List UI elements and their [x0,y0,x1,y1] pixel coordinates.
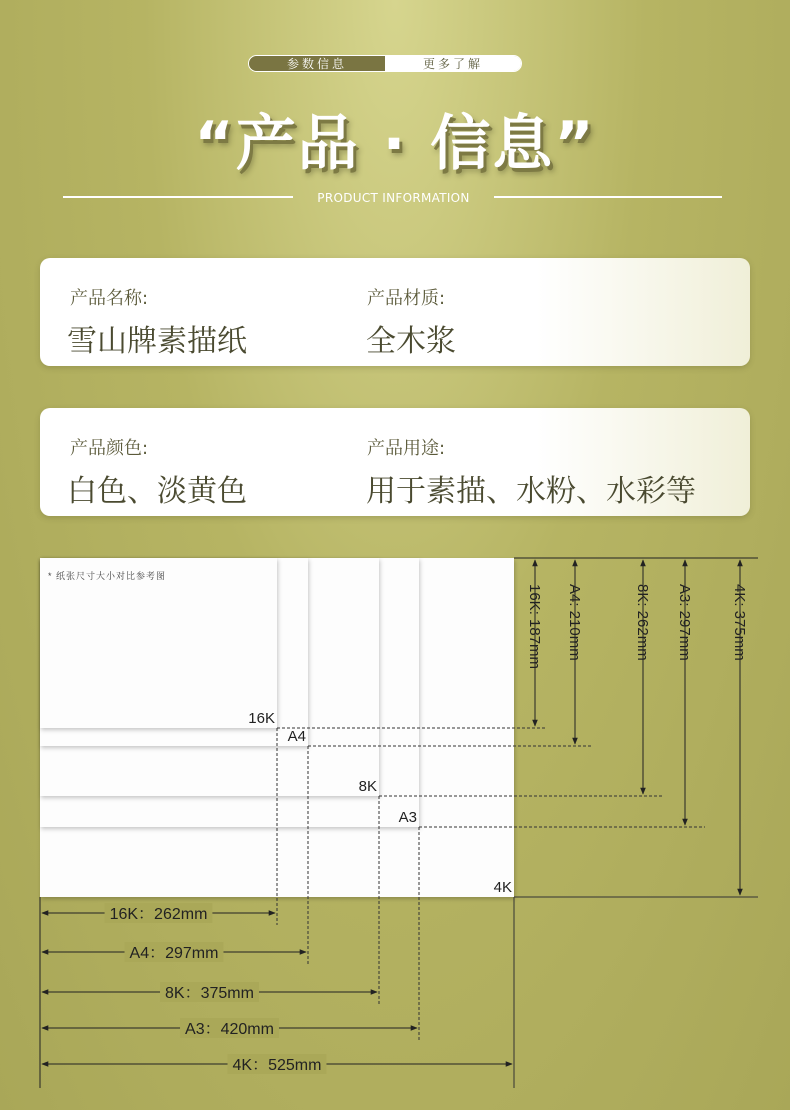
sheet-label-8k: 8K [358,778,377,795]
diagram-note: * 纸张尺寸大小对比参考图 [48,571,167,581]
height-label-8k: 8K: 262mm [634,584,651,661]
product-name-label: 产品名称: [70,288,149,309]
sheet-label-4k: 4K [493,879,512,896]
product-name-value: 雪山牌素描纸 [67,324,247,359]
sheet-label-16k: 16K [248,710,275,727]
height-label-a3: A3: 297mm [676,584,693,661]
tab-parameters[interactable]: 参数信息 [249,56,385,71]
width-label-4k: 4K：525mm [232,1057,322,1074]
tab-more-info[interactable]: 更多了解 [385,56,521,71]
paper-sheet-16k [40,558,277,728]
width-label-16k: 16K：262mm [109,906,208,923]
product-usage-value: 用于素描、水粉、水彩等 [366,474,696,509]
height-label-4k: 4K: 375mm [731,584,748,661]
product-material-label: 产品材质: [367,288,446,309]
product-usage-label: 产品用途: [367,438,446,459]
sheet-label-a4: A4 [287,728,306,745]
width-label-a3: A3：420mm [185,1021,274,1038]
page-title: “产品 · 信息” [194,109,596,179]
product-color-value: 白色、淡黄色 [67,474,247,509]
width-label-a4: A4：297mm [129,945,219,962]
product-material-value: 全木浆 [366,324,456,359]
height-label-16k: 16K: 187mm [526,584,543,670]
sheet-label-a3: A3 [398,809,417,826]
height-label-a4: A4: 210mm [566,584,583,661]
product-color-label: 产品颜色: [70,438,149,459]
page-subtitle: PRODUCT INFORMATION [317,191,470,205]
width-label-8k: 8K：375mm [165,985,254,1002]
